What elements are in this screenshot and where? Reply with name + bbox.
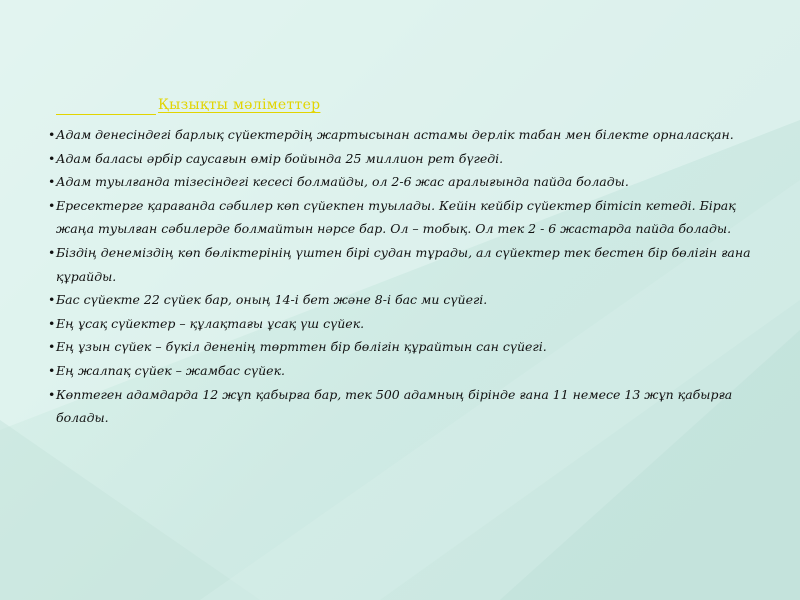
bullet-icon: • [48, 315, 56, 331]
bullet-icon: • [48, 244, 56, 260]
title-row [46, 97, 762, 121]
bullet-icon: • [48, 127, 56, 142]
bullet-icon: • [48, 362, 56, 378]
slide-content [46, 97, 762, 430]
list-item [46, 241, 762, 288]
facts-list [46, 123, 762, 430]
list-item [46, 170, 762, 194]
list-item-text: Ең ұсақ сүйектер – құлақтағы ұсақ үш сүйек. [56, 315, 365, 331]
list-item-text: Көптеген адамдарда 12 жұп қабырға бар, тек 500 адамның бірінде ғана 11 немесе 13 жұп қабырға болады. [56, 386, 733, 426]
list-item [46, 123, 762, 147]
bullet-icon: • [48, 386, 56, 402]
list-item-text: Бас сүйекте 22 сүйек бар, оның 14-і бет және 8-і бас ми сүйегі. [56, 292, 488, 308]
list-item [46, 383, 762, 430]
list-item [46, 312, 762, 336]
bullet-icon: • [48, 292, 56, 308]
list-item [46, 194, 762, 241]
title-underline-lead [56, 114, 156, 115]
list-item [46, 147, 762, 171]
list-item-text: Ересектерге қарағанда сәбилер көп сүйекпен туылады. Кейін кейбір сүйектер бітісіп кетеді. Бірақ жаңа туылған сәбилерде болмайтын нәрсе бар. Ол – тобық. Ол тек 2 - 6 жастарда пайда болады. [56, 197, 736, 237]
list-item [46, 359, 762, 383]
bullet-icon: • [48, 174, 56, 190]
list-item-text: Біздің денеміздің көп бөліктерінің үштен бірі судан тұрады, ал сүйектер тек бестен бір бөлігін ғана құрайды. [56, 244, 751, 284]
list-item-text: Адам баласы әрбір саусағын өмір бойында 25 миллион рет бүгеді. [56, 150, 504, 166]
bullet-icon: • [48, 197, 56, 213]
list-item [46, 335, 762, 359]
bullet-icon: • [48, 339, 56, 355]
list-item-text: Ең ұзын сүйек – бүкіл дененің төрттен бір бөлігін құрайтын сан сүйегі. [56, 339, 547, 355]
list-item-text: Адам туылғанда тізесіндегі кесесі болмайды, ол 2-6 жас аралығында пайда болады. [56, 174, 629, 190]
list-item-text: Ең жалпақ сүйек – жамбас сүйек. [56, 362, 286, 378]
bullet-icon: • [48, 150, 56, 166]
list-item [46, 288, 762, 312]
list-item-text: Адам денесіндегі барлық сүйектердің жартысынан астамы дерлік табан мен білекте орналасқан. [56, 127, 734, 142]
slide-title: Қызықты мәліметтер [158, 97, 321, 113]
